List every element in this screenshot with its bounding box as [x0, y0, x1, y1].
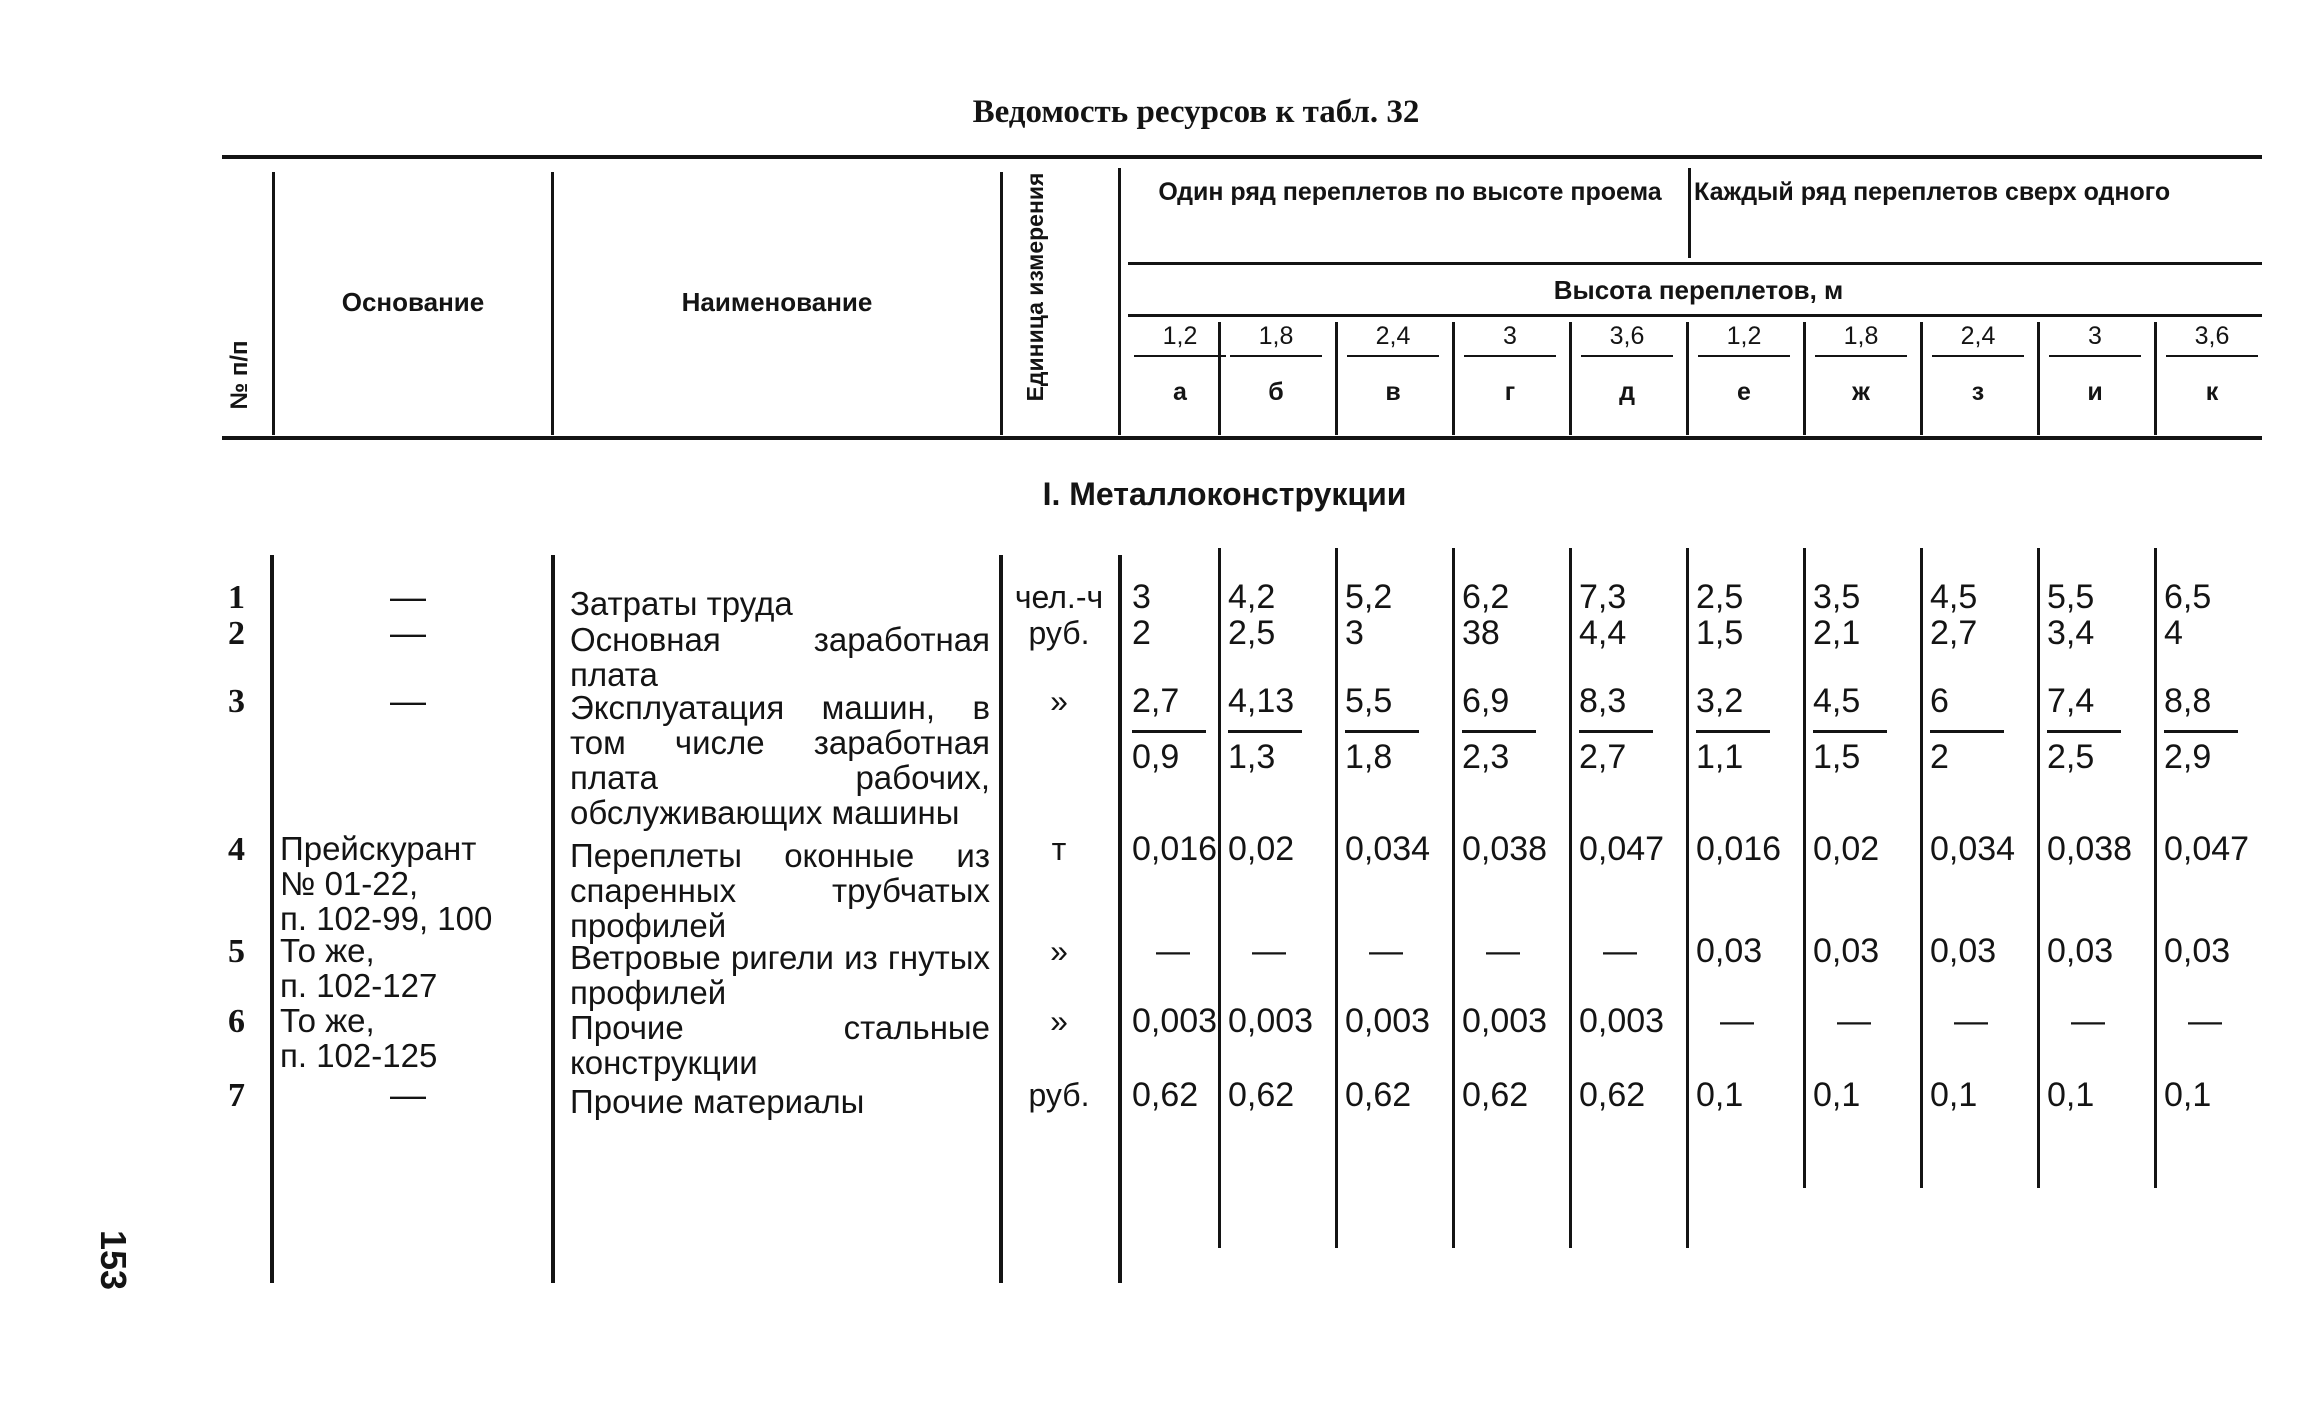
- row-value: 8,3: [1579, 682, 1627, 720]
- header-height-value: 3: [1503, 322, 1517, 350]
- row-subvalue: 1,1: [1696, 738, 1744, 776]
- row-value: 4,2: [1228, 578, 1276, 616]
- row-basis: Прейскурант: [280, 830, 477, 867]
- row-value: 5,2: [1345, 578, 1393, 616]
- row-value: 2,5: [1228, 614, 1276, 652]
- body-col-divider: [1452, 548, 1455, 1248]
- header-height-value: 1,8: [1258, 322, 1294, 350]
- row-value: 0,62: [1345, 1076, 1412, 1114]
- row-value: 3: [1345, 614, 1364, 652]
- body-divider: [270, 555, 274, 1283]
- row-basis: п. 102-99, 100: [280, 900, 493, 937]
- row-value: —: [1486, 932, 1520, 970]
- row-value: 5,5: [1345, 682, 1393, 720]
- row-subvalue: 2,3: [1462, 738, 1510, 776]
- row-value: 6,5: [2164, 578, 2212, 616]
- row-subvalue: 2,5: [2047, 738, 2095, 776]
- row-basis: —: [390, 1074, 426, 1115]
- row-name: Затраты труда: [570, 585, 793, 622]
- header-height-value: 1,8: [1843, 322, 1879, 350]
- row-value: 1,5: [1696, 614, 1744, 652]
- row-subvalue: 1,5: [1813, 738, 1861, 776]
- row-basis: То же,: [280, 932, 375, 969]
- row-value: 0,03: [1813, 932, 1880, 970]
- header-divider: [272, 172, 275, 435]
- header-letter: ж: [1852, 378, 1870, 406]
- row-value: —: [1603, 932, 1637, 970]
- fraction-line: [1132, 730, 1206, 733]
- row-value: —: [1720, 1002, 1754, 1040]
- fraction-line: [1462, 730, 1536, 733]
- row-value: 0,016: [1132, 830, 1218, 868]
- row-unit: »: [1050, 1003, 1068, 1039]
- row-value: 7,3: [1579, 578, 1627, 616]
- row-value: 0,03: [1930, 932, 1997, 970]
- header-basis: Основание: [341, 287, 485, 317]
- header-height-value: 3,6: [1609, 322, 1645, 350]
- header-name: Наименование: [681, 287, 873, 317]
- row-value: 0,003: [1462, 1002, 1548, 1040]
- header-height-underline: [2049, 355, 2141, 357]
- row-name: Переплеты оконные из спаренных трубчатых профилей: [570, 837, 990, 944]
- row-unit: »: [1050, 683, 1068, 719]
- fraction-line: [1813, 730, 1887, 733]
- row-number: 5: [228, 933, 245, 970]
- row-value: 0,03: [2164, 932, 2231, 970]
- row-basis: —: [390, 576, 426, 617]
- fraction-line: [2164, 730, 2238, 733]
- body-divider: [999, 555, 1003, 1283]
- header-letter: е: [1737, 378, 1751, 406]
- header-heights-title: Высота переплетов, м: [1553, 275, 1844, 305]
- header-group1: Один ряд переплетов по высоте проема: [1158, 178, 1662, 206]
- row-subvalue: 1,8: [1345, 738, 1393, 776]
- row-value: 4,13: [1228, 682, 1295, 720]
- row-value: 0,1: [1930, 1076, 1978, 1114]
- row-value: 5,5: [2047, 578, 2095, 616]
- row-basis: № 01-22,: [280, 865, 419, 902]
- row-value: 0,047: [2164, 830, 2250, 868]
- row-value: 0,1: [1813, 1076, 1861, 1114]
- row-basis: —: [390, 612, 426, 653]
- row-value: —: [1252, 932, 1286, 970]
- header-height-underline: [1230, 355, 1322, 357]
- row-value: 0,62: [1462, 1076, 1529, 1114]
- row-value: 0,034: [1930, 830, 2016, 868]
- row-name: Основная заработная плата: [570, 621, 990, 693]
- header-height-underline: [1581, 355, 1673, 357]
- row-value: 2,5: [1696, 578, 1744, 616]
- row-value: 0,003: [1579, 1002, 1665, 1040]
- row-value: 0,034: [1345, 830, 1431, 868]
- header-height-value: 3,6: [2194, 322, 2230, 350]
- row-value: 0,03: [2047, 932, 2114, 970]
- row-value: 0,003: [1132, 1002, 1218, 1040]
- row-value: 3,4: [2047, 614, 2095, 652]
- row-value: 4,5: [1813, 682, 1861, 720]
- row-subvalue: 2,9: [2164, 738, 2212, 776]
- header-letter: а: [1173, 378, 1187, 406]
- row-value: 0,003: [1345, 1002, 1431, 1040]
- header-col-divider: [2154, 322, 2157, 435]
- row-value: 38: [1462, 614, 1500, 652]
- fraction-line: [1579, 730, 1653, 733]
- row-value: 2: [1132, 614, 1151, 652]
- row-value: —: [2071, 1002, 2105, 1040]
- row-value: 0,016: [1696, 830, 1782, 868]
- body-col-divider: [1803, 548, 1806, 1188]
- body-divider: [1118, 555, 1122, 1283]
- row-value: —: [1837, 1002, 1871, 1040]
- fraction-line: [1228, 730, 1302, 733]
- row-value: —: [2188, 1002, 2222, 1040]
- body-col-divider: [2154, 548, 2157, 1188]
- row-value: 0,038: [1462, 830, 1548, 868]
- header-col-divider: [1686, 322, 1689, 435]
- row-unit: т: [1051, 831, 1067, 867]
- header-col-divider: [1335, 322, 1338, 435]
- header-letter: к: [2205, 378, 2219, 406]
- row-value: 4: [2164, 614, 2183, 652]
- header-top-rule: [222, 155, 2262, 159]
- header-letter: г: [1504, 378, 1516, 406]
- row-number: 6: [228, 1003, 245, 1040]
- header-letter: д: [1619, 378, 1635, 406]
- body-col-divider: [1218, 548, 1221, 1248]
- row-value: 0,003: [1228, 1002, 1314, 1040]
- body-divider: [551, 555, 555, 1283]
- header-col-divider: [1452, 322, 1455, 435]
- row-number: 3: [228, 683, 245, 720]
- page-title: Ведомость ресурсов к табл. 32: [972, 94, 1420, 130]
- row-number: 4: [228, 831, 245, 868]
- header-height-underline: [1134, 355, 1226, 357]
- header-height-value: 2,4: [1375, 322, 1411, 350]
- header-letter: з: [1971, 378, 1985, 406]
- fraction-line: [1345, 730, 1419, 733]
- row-value: 0,047: [1579, 830, 1665, 868]
- header-rule-values: [1128, 314, 2262, 317]
- row-value: 2,1: [1813, 614, 1861, 652]
- header-letter: и: [2087, 378, 2103, 406]
- row-value: 2,7: [1132, 682, 1180, 720]
- row-subvalue: 2: [1930, 738, 1949, 776]
- section-title: I. Металлоконструкции: [1042, 476, 1407, 512]
- header-height-value: 1,2: [1726, 322, 1762, 350]
- row-value: 3,5: [1813, 578, 1861, 616]
- row-value: 0,1: [1696, 1076, 1744, 1114]
- row-value: 6: [1930, 682, 1949, 720]
- row-value: 6,9: [1462, 682, 1510, 720]
- row-unit: руб.: [1028, 1077, 1090, 1113]
- row-value: —: [1954, 1002, 1988, 1040]
- body-col-divider: [1686, 548, 1689, 1248]
- header-height-underline: [1698, 355, 1790, 357]
- row-value: 4,4: [1579, 614, 1627, 652]
- header-height-value: 3: [2088, 322, 2102, 350]
- row-value: 7,4: [2047, 682, 2095, 720]
- header-height-underline: [1815, 355, 1907, 357]
- row-unit: чел.-ч: [1014, 579, 1104, 615]
- header-divider: [1688, 168, 1691, 258]
- header-rule-heights: [1128, 262, 2262, 265]
- header-col-divider: [1803, 322, 1806, 435]
- header-unit: Единица измерения: [1022, 172, 1048, 402]
- header-divider: [551, 172, 554, 435]
- row-name: Ветровые ригели из гнутых профилей: [570, 939, 990, 1011]
- row-value: 0,62: [1228, 1076, 1295, 1114]
- fraction-line: [1930, 730, 2004, 733]
- body-col-divider: [1920, 548, 1923, 1188]
- row-subvalue: 0,9: [1132, 738, 1180, 776]
- row-basis: п. 102-125: [280, 1037, 438, 1074]
- row-value: 6,2: [1462, 578, 1510, 616]
- row-value: 0,038: [2047, 830, 2133, 868]
- row-unit: »: [1050, 933, 1068, 969]
- row-subvalue: 2,7: [1579, 738, 1627, 776]
- row-number: 2: [228, 615, 245, 652]
- fraction-line: [2047, 730, 2121, 733]
- row-value: 0,62: [1579, 1076, 1646, 1114]
- row-value: 3,2: [1696, 682, 1744, 720]
- header-height-underline: [1464, 355, 1556, 357]
- row-number: 7: [228, 1077, 245, 1114]
- fraction-line: [1696, 730, 1770, 733]
- header-no: № п/п: [226, 340, 253, 410]
- header-col-divider: [1569, 322, 1572, 435]
- header-col-divider: [2037, 322, 2040, 435]
- row-value: 8,8: [2164, 682, 2212, 720]
- row-subvalue: 1,3: [1228, 738, 1276, 776]
- header-col-divider: [1218, 322, 1221, 435]
- row-basis: То же,: [280, 1002, 375, 1039]
- row-basis: —: [390, 680, 426, 721]
- body-col-divider: [1335, 548, 1338, 1248]
- row-value: 0,02: [1813, 830, 1880, 868]
- row-value: 0,1: [2047, 1076, 2095, 1114]
- header-group2: Каждый ряд переплетов сверх одного: [1694, 178, 2171, 206]
- row-name: Прочие стальные конструкции: [570, 1009, 990, 1081]
- header-divider: [1000, 172, 1003, 435]
- header-height-value: 2,4: [1960, 322, 1996, 350]
- row-value: 0,1: [2164, 1076, 2212, 1114]
- row-value: 0,03: [1696, 932, 1763, 970]
- row-unit: руб.: [1028, 615, 1090, 651]
- row-value: 3: [1132, 578, 1151, 616]
- header-divider: [1118, 168, 1121, 435]
- row-basis: п. 102-127: [280, 967, 438, 1004]
- header-height-underline: [1347, 355, 1439, 357]
- body-col-divider: [2037, 548, 2040, 1188]
- row-name: Эксплуатация машин, в том числе заработная плата рабочих, обслуживающих машины: [570, 689, 990, 831]
- row-value: —: [1369, 932, 1403, 970]
- row-value: 2,7: [1930, 614, 1978, 652]
- row-value: 4,5: [1930, 578, 1978, 616]
- body-col-divider: [1569, 548, 1572, 1248]
- row-name: Прочие материалы: [570, 1083, 865, 1120]
- header-letter: в: [1385, 378, 1401, 406]
- row-value: 0,02: [1228, 830, 1295, 868]
- page-number: 153: [93, 1230, 134, 1291]
- header-height-underline: [2166, 355, 2258, 357]
- row-value: —: [1156, 932, 1190, 970]
- header-height-underline: [1932, 355, 2024, 357]
- header-col-divider: [1920, 322, 1923, 435]
- header-bottom-rule: [222, 436, 2262, 440]
- header-height-value: 1,2: [1162, 322, 1198, 350]
- row-value: 0,62: [1132, 1076, 1199, 1114]
- row-number: 1: [228, 579, 245, 616]
- header-letter: б: [1268, 378, 1284, 406]
